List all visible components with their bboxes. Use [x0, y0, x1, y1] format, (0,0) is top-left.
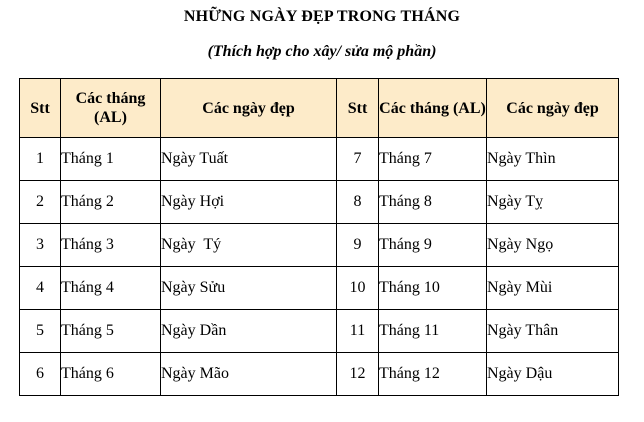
- header-stt: Stt: [337, 79, 379, 138]
- good-day-label: Ngày Tuất: [161, 150, 229, 167]
- table-header-row: [20, 79, 619, 138]
- good-day-cell: [487, 224, 619, 267]
- month-cell: Tháng 1: [61, 138, 161, 181]
- table-row: [20, 181, 619, 224]
- row-number: 7: [337, 138, 379, 181]
- header-month: Các tháng (AL): [61, 79, 161, 138]
- good-day-cell: [161, 310, 337, 353]
- page-title: NHỮNG NGÀY ĐẸP TRONG THÁNG: [183, 8, 461, 25]
- month-cell: Tháng 10: [379, 267, 487, 310]
- good-day-cell: [487, 353, 619, 396]
- good-day-cell: [161, 353, 337, 396]
- row-number: 10: [337, 267, 379, 310]
- header-good-days: Các ngày đẹp: [161, 79, 337, 138]
- good-day-cell: [487, 138, 619, 181]
- row-number: 5: [20, 310, 61, 353]
- good-day-label: Ngày Thìn: [487, 150, 556, 167]
- good-day-label: Ngày Mão: [161, 365, 229, 382]
- row-number: 2: [20, 181, 61, 224]
- good-day-label: Ngày Dậu: [487, 365, 553, 382]
- row-number: 3: [20, 224, 61, 267]
- month-cell: Tháng 9: [379, 224, 487, 267]
- good-day-cell: [161, 267, 337, 310]
- good-day-label: Ngày Mùi: [487, 279, 553, 296]
- header-stt: Stt: [20, 79, 61, 138]
- good-day-label: Ngày Tỵ: [487, 193, 544, 210]
- header-month: Các tháng (AL): [379, 79, 487, 138]
- good-day-cell: [487, 310, 619, 353]
- table-row: [20, 353, 619, 396]
- good-day-label: Ngày Thân: [487, 322, 559, 339]
- row-number: 11: [337, 310, 379, 353]
- row-number: 9: [337, 224, 379, 267]
- month-cell: Tháng 3: [61, 224, 161, 267]
- good-day-label: Ngày Dần: [161, 322, 227, 339]
- month-cell: Tháng 5: [61, 310, 161, 353]
- month-cell: Tháng 11: [379, 310, 487, 353]
- month-cell: Tháng 2: [61, 181, 161, 224]
- header-good-days: Các ngày đẹp: [487, 79, 619, 138]
- good-day-cell: [487, 181, 619, 224]
- page-subtitle: (Thích hợp cho xây/ sửa mộ phần): [207, 43, 437, 60]
- row-number: 6: [20, 353, 61, 396]
- good-day-cell: [161, 138, 337, 181]
- row-number: 12: [337, 353, 379, 396]
- month-cell: Tháng 6: [61, 353, 161, 396]
- good-day-label: Ngày Hợi: [161, 193, 225, 210]
- good-day-label: Ngày Tý: [161, 236, 222, 253]
- row-number: 8: [337, 181, 379, 224]
- good-day-label: Ngày Ngọ: [487, 236, 554, 253]
- table-row: [20, 224, 619, 267]
- good-day-label: Ngày Sửu: [161, 279, 226, 296]
- table-row: [20, 310, 619, 353]
- row-number: 1: [20, 138, 61, 181]
- good-day-cell: [487, 267, 619, 310]
- table-row: [20, 138, 619, 181]
- month-cell: Tháng 4: [61, 267, 161, 310]
- row-number: 4: [20, 267, 61, 310]
- month-cell: Tháng 7: [379, 138, 487, 181]
- good-day-cell: [161, 181, 337, 224]
- month-cell: Tháng 12: [379, 353, 487, 396]
- table-row: [20, 267, 619, 310]
- good-day-cell: [161, 224, 337, 267]
- good-days-table: [19, 78, 619, 396]
- month-cell: Tháng 8: [379, 181, 487, 224]
